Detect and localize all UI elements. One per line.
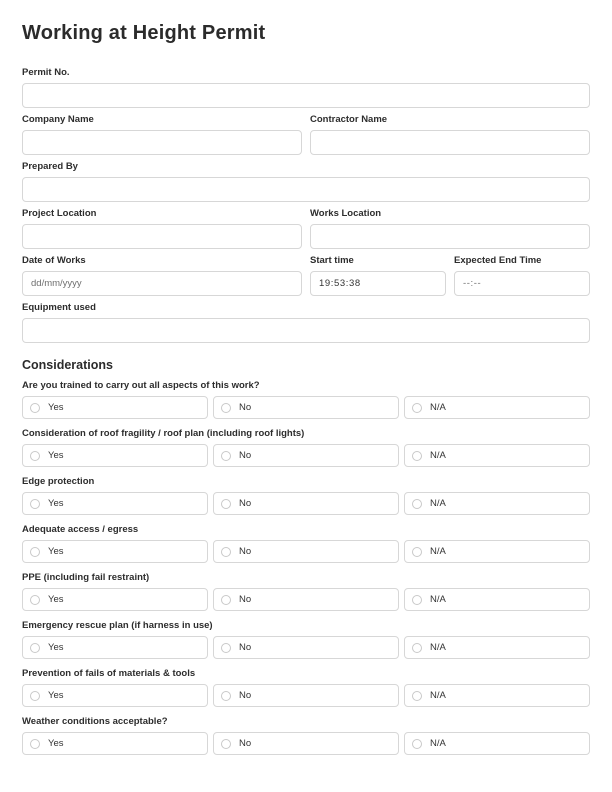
company-name-label: Company Name (22, 114, 94, 125)
field-expected-end-time (454, 256, 590, 296)
radio-option-yes[interactable] (22, 684, 208, 707)
option-label-no: No (239, 593, 252, 605)
radio-icon (30, 403, 40, 413)
row-company-contractor (22, 115, 590, 162)
permit-no-label: Permit No. (22, 67, 70, 78)
radio-icon (30, 499, 40, 509)
option-label-yes: Yes (48, 737, 64, 749)
option-label-no: No (239, 641, 252, 653)
radio-icon (412, 739, 422, 749)
option-label-na: N/A (430, 641, 446, 653)
question-roof-fragility (22, 429, 590, 467)
expected-end-time-input[interactable] (454, 271, 590, 296)
field-company-name (22, 115, 302, 155)
works-location-input[interactable] (310, 224, 590, 249)
field-prepared-by (22, 162, 590, 202)
radio-icon (412, 643, 422, 653)
radio-option-yes[interactable] (22, 636, 208, 659)
field-contractor-name (310, 115, 590, 155)
radio-icon (412, 403, 422, 413)
option-label-no: No (239, 545, 252, 557)
radio-option-yes[interactable] (22, 492, 208, 515)
options-row (22, 636, 590, 659)
radio-option-na[interactable] (404, 588, 590, 611)
field-date-of-works (22, 256, 302, 296)
field-project-location (22, 209, 302, 249)
date-of-works-label: Date of Works (22, 255, 86, 266)
radio-option-no[interactable] (213, 684, 399, 707)
option-label-na: N/A (430, 497, 446, 509)
equipment-used-input[interactable] (22, 318, 590, 343)
field-start-time (310, 256, 446, 296)
radio-option-yes[interactable] (22, 396, 208, 419)
considerations-heading: Considerations (22, 358, 113, 372)
option-label-no: No (239, 737, 252, 749)
options-row (22, 396, 590, 419)
option-label-no: No (239, 449, 252, 461)
prepared-by-label: Prepared By (22, 161, 78, 172)
option-label-yes: Yes (48, 497, 64, 509)
radio-option-na[interactable] (404, 636, 590, 659)
question-label: Weather conditions acceptable? (22, 716, 168, 727)
radio-option-yes[interactable] (22, 444, 208, 467)
field-permit-no (22, 68, 590, 108)
options-row (22, 684, 590, 707)
option-label-yes: Yes (48, 545, 64, 557)
options-row (22, 732, 590, 755)
question-edge-protection (22, 477, 590, 515)
radio-icon (412, 691, 422, 701)
radio-option-no[interactable] (213, 396, 399, 419)
options-row (22, 492, 590, 515)
radio-icon (221, 451, 231, 461)
contractor-name-input[interactable] (310, 130, 590, 155)
question-rescue-plan (22, 621, 590, 659)
radio-option-yes[interactable] (22, 588, 208, 611)
question-weather (22, 717, 590, 755)
option-label-yes: Yes (48, 449, 64, 461)
question-label: PPE (including fail restraint) (22, 572, 150, 583)
radio-option-no[interactable] (213, 588, 399, 611)
radio-option-na[interactable] (404, 396, 590, 419)
row-locations (22, 209, 590, 256)
contractor-name-label: Contractor Name (310, 114, 388, 125)
radio-option-na[interactable] (404, 540, 590, 563)
question-access-egress (22, 525, 590, 563)
options-row (22, 588, 590, 611)
radio-option-no[interactable] (213, 540, 399, 563)
radio-option-na[interactable] (404, 684, 590, 707)
option-label-yes: Yes (48, 689, 64, 701)
question-label: Are you trained to carry out all aspects of this work? (22, 380, 260, 391)
question-label: Consideration of roof fragility / roof plan (including roof lights) (22, 428, 305, 439)
option-label-no: No (239, 401, 252, 413)
radio-option-na[interactable] (404, 444, 590, 467)
radio-option-no[interactable] (213, 444, 399, 467)
question-label: Emergency rescue plan (if harness in use) (22, 620, 213, 631)
field-works-location (310, 209, 590, 249)
radio-icon (221, 403, 231, 413)
options-row (22, 444, 590, 467)
radio-icon (221, 499, 231, 509)
radio-icon (221, 595, 231, 605)
start-time-label: Start time (310, 255, 354, 266)
radio-icon (30, 451, 40, 461)
start-time-input[interactable] (310, 271, 446, 296)
option-label-no: No (239, 497, 252, 509)
radio-option-yes[interactable] (22, 540, 208, 563)
field-equipment-used (22, 303, 590, 343)
page-title: Working at Height Permit (22, 22, 266, 44)
radio-icon (30, 691, 40, 701)
radio-icon (221, 739, 231, 749)
radio-icon (30, 547, 40, 557)
date-of-works-input[interactable] (22, 271, 302, 296)
radio-option-yes[interactable] (22, 732, 208, 755)
option-label-na: N/A (430, 449, 446, 461)
radio-icon (412, 547, 422, 557)
question-label: Adequate access / egress (22, 524, 139, 535)
option-label-na: N/A (430, 689, 446, 701)
option-label-yes: Yes (48, 401, 64, 413)
radio-icon (412, 451, 422, 461)
option-label-yes: Yes (48, 593, 64, 605)
radio-option-no[interactable] (213, 636, 399, 659)
question-trained (22, 381, 590, 419)
equipment-used-label: Equipment used (22, 302, 96, 313)
expected-end-time-label: Expected End Time (454, 255, 542, 266)
option-label-na: N/A (430, 401, 446, 413)
works-location-label: Works Location (310, 208, 382, 219)
project-location-input[interactable] (22, 224, 302, 249)
option-label-na: N/A (430, 545, 446, 557)
radio-icon (221, 643, 231, 653)
radio-icon (30, 595, 40, 605)
radio-icon (412, 499, 422, 509)
prepared-by-input[interactable] (22, 177, 590, 202)
project-location-label: Project Location (22, 208, 97, 219)
radio-icon (412, 595, 422, 605)
option-label-na: N/A (430, 737, 446, 749)
radio-option-na[interactable] (404, 492, 590, 515)
question-label: Edge protection (22, 476, 95, 487)
option-label-no: No (239, 689, 252, 701)
question-ppe (22, 573, 590, 611)
radio-icon (221, 547, 231, 557)
radio-option-no[interactable] (213, 732, 399, 755)
radio-icon (30, 643, 40, 653)
row-date-times (22, 256, 590, 303)
radio-option-na[interactable] (404, 732, 590, 755)
company-name-input[interactable] (22, 130, 302, 155)
radio-icon (221, 691, 231, 701)
option-label-yes: Yes (48, 641, 64, 653)
permit-no-input[interactable] (22, 83, 590, 108)
options-row (22, 540, 590, 563)
radio-icon (30, 739, 40, 749)
option-label-na: N/A (430, 593, 446, 605)
question-prevention-falls (22, 669, 590, 707)
radio-option-no[interactable] (213, 492, 399, 515)
question-label: Prevention of fails of materials & tools (22, 668, 196, 679)
